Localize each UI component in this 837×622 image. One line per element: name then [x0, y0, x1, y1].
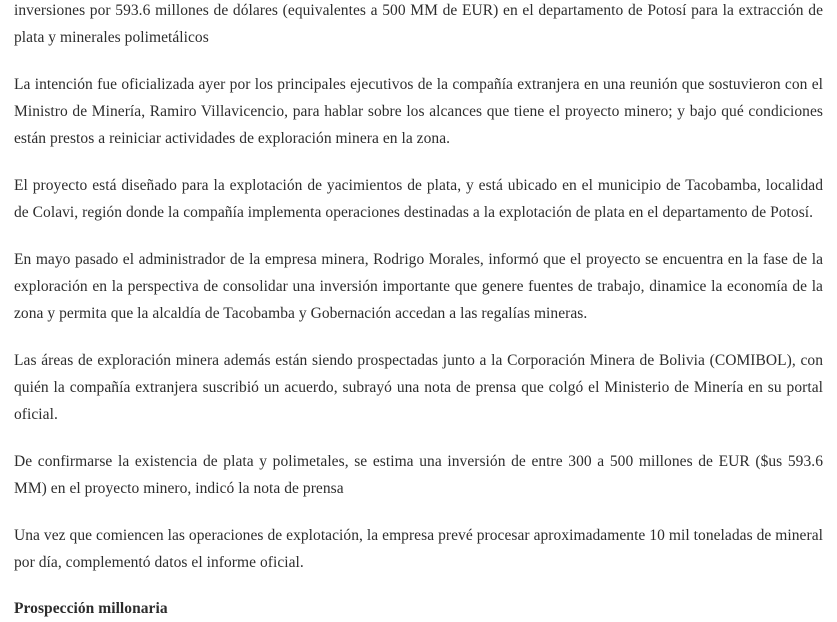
article-paragraph-4: En mayo pasado el administrador de la empresa minera, Rodrigo Morales, informó que el proyecto se encuentra en la fase de la exploración en la perspectiva de consolidar una inversión importante que genere fuentes de trabajo, dinamice la economía de la zona y permita que la alcaldía de Tacobamba y Gobernación accedan a las regalías mineras. — [14, 251, 823, 322]
article-paragraph-1: inversiones por 593.6 millones de dólares (equivalentes a 500 MM de EUR) en el departamento de Potosí para la extracción de plata y minerales polimetálicos — [14, 2, 823, 46]
article-paragraph-5: Las áreas de exploración minera además están siendo prospectadas junto a la Corporación Minera de Bolivia (COMIBOL), con quién la compañía extranjera suscribió un acuerdo, subrayó una nota de prensa que colgó el Ministerio de Minería en su portal oficial. — [14, 352, 823, 423]
article-paragraph-3: El proyecto está diseñado para la explotación de yacimientos de plata, y está ubicado en el municipio de Tacobamba, localidad de Colavi, región donde la compañía implementa operaciones destinadas a la explotación de plata en el departamento de Potosí. — [14, 177, 823, 221]
article-section-heading: Prospección millonaria — [14, 600, 168, 617]
article-paragraph-2: La intención fue oficializada ayer por los principales ejecutivos de la compañía extranjera en una reunión que sostuvieron con el Ministro de Minería, Ramiro Villavicencio, para hablar sobre los alcances que tiene el proyecto minero; y bajo qué condiciones están prestos a reiniciar actividades de exploración minera en la zona. — [14, 76, 823, 147]
article-paragraph-6: De confirmarse la existencia de plata y polimetales, se estima una inversión de entre 300 a 500 millones de EUR ($us 593.6 MM) en el proyecto minero, indicó la nota de prensa — [14, 453, 823, 497]
article-paragraph-7: Una vez que comiencen las operaciones de explotación, la empresa prevé procesar aproximadamente 10 mil toneladas de mineral por día, complementó datos el informe oficial. — [14, 527, 823, 571]
